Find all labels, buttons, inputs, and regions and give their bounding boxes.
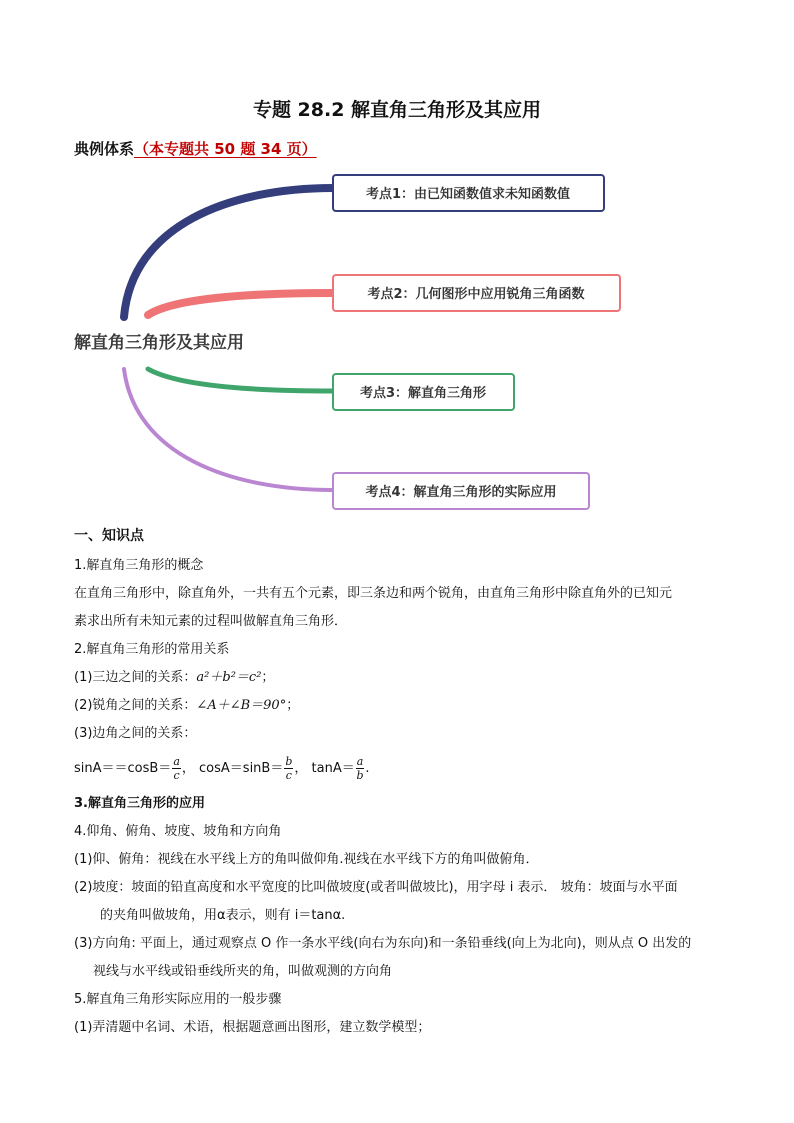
cos-fraction-numerator: b <box>285 755 293 768</box>
point-2-line-1 <box>74 664 724 692</box>
sin-fraction <box>172 755 181 782</box>
relation-sides-formula: a²＋b²＝c² <box>196 670 262 685</box>
node-1-label: 考点1：由已知函数值求未知函数值 <box>365 187 571 202</box>
point-1-body-line-2: 素求出所有未知元素的过程叫做解直角三角形． <box>74 614 348 629</box>
point-2-title: 2.解直角三角形的常用关系 <box>74 642 230 657</box>
point-1-title: 1.解直角三角形的概念 <box>74 558 204 573</box>
point-5-line-1: (1)弄清题中名词、术语，根据题意画出图形，建立数学模型； <box>74 1020 431 1035</box>
mindmap-center-label: 解直角三角形及其应用 <box>74 333 244 353</box>
section-1-heading: 一、知识点 <box>74 528 144 544</box>
point-4-title: 4.仰角、俯角、坡度、坡角和方向角 <box>74 824 282 839</box>
cos-fraction <box>284 755 293 782</box>
tan-fraction <box>356 755 365 782</box>
point-4-line-2b: 的夹角叫做坡角，用α表示，则有 i＝tanα. <box>100 908 346 923</box>
formula-separator-2: ， <box>294 761 308 776</box>
formula-separator-1: ， <box>181 761 195 776</box>
sin-fraction-numerator: a <box>173 755 180 768</box>
node-4-label: 考点4：解直角三角形的实际应用 <box>365 485 557 500</box>
formula-end: . <box>365 761 370 776</box>
section-header <box>74 138 317 159</box>
cos-formula-text: cosA＝sinB＝ <box>199 761 284 776</box>
point-2-line-2 <box>74 692 724 720</box>
sin-fraction-denominator: c <box>173 769 180 782</box>
knowledge-section <box>74 522 724 1042</box>
point-4-line-1: (1)仰、俯角：视线在水平线上方的角叫做仰角.视线在水平线下方的角叫做俯角． <box>74 852 539 867</box>
tan-formula-text: tanA＝ <box>311 761 355 776</box>
relation-sides-end: ； <box>261 670 275 685</box>
branch-2-curve <box>148 293 333 315</box>
section-header-label: 典例体系 <box>74 140 135 158</box>
point-3-title: 3.解直角三角形的应用 <box>74 796 205 811</box>
node-3-label: 考点3：解直角三角形 <box>359 386 487 401</box>
relation-angles-formula: ∠A＋∠B＝90° <box>196 698 287 713</box>
point-4-line-3a: (3)方向角: 平面上，通过观察点 O 作一条水平线(向右为东向)和一条铅垂线(向上为北向)，则从点 O 出发的 <box>74 936 692 951</box>
relation-sides-label: (1)三边之间的关系： <box>74 670 197 685</box>
relation-angles-label: (2)锐角之间的关系： <box>74 698 197 713</box>
trig-formulas <box>74 748 724 790</box>
branch-3-curve <box>148 369 333 391</box>
point-4-line-2a: (2)坡度：坡面的铅直高度和水平宽度的比叫做坡度(或者叫做坡比)，用字母 i 表示． 坡角：坡面与水平面 <box>74 880 678 895</box>
page-title: 专题 28.2 解直角三角形及其应用 <box>252 99 542 121</box>
sin-formula-text: sinA＝＝cosB＝ <box>74 761 172 776</box>
point-2-line-3: (3)边角之间的关系： <box>74 726 197 741</box>
cos-fraction-denominator: c <box>285 769 292 782</box>
node-2-label: 考点2：几何图形中应用锐角三角函数 <box>367 287 585 302</box>
mind-map <box>0 165 794 520</box>
tan-fraction-numerator: a <box>356 755 364 768</box>
point-1-body-line-1: 在直角三角形中，除直角外，一共有五个元素，即三条边和两个锐角，由直角三角形中除直角外的已知元 <box>74 586 673 601</box>
point-4-line-3b: 视线与水平线或铅垂线所夹的角，叫做观测的方向角 <box>93 964 393 979</box>
tan-fraction-denominator: b <box>356 769 364 782</box>
relation-angles-end: ； <box>286 698 300 713</box>
section-header-note: （本专题共 50 题 34 页） <box>134 140 317 158</box>
point-5-title: 5.解直角三角形实际应用的一般步骤 <box>74 992 282 1007</box>
